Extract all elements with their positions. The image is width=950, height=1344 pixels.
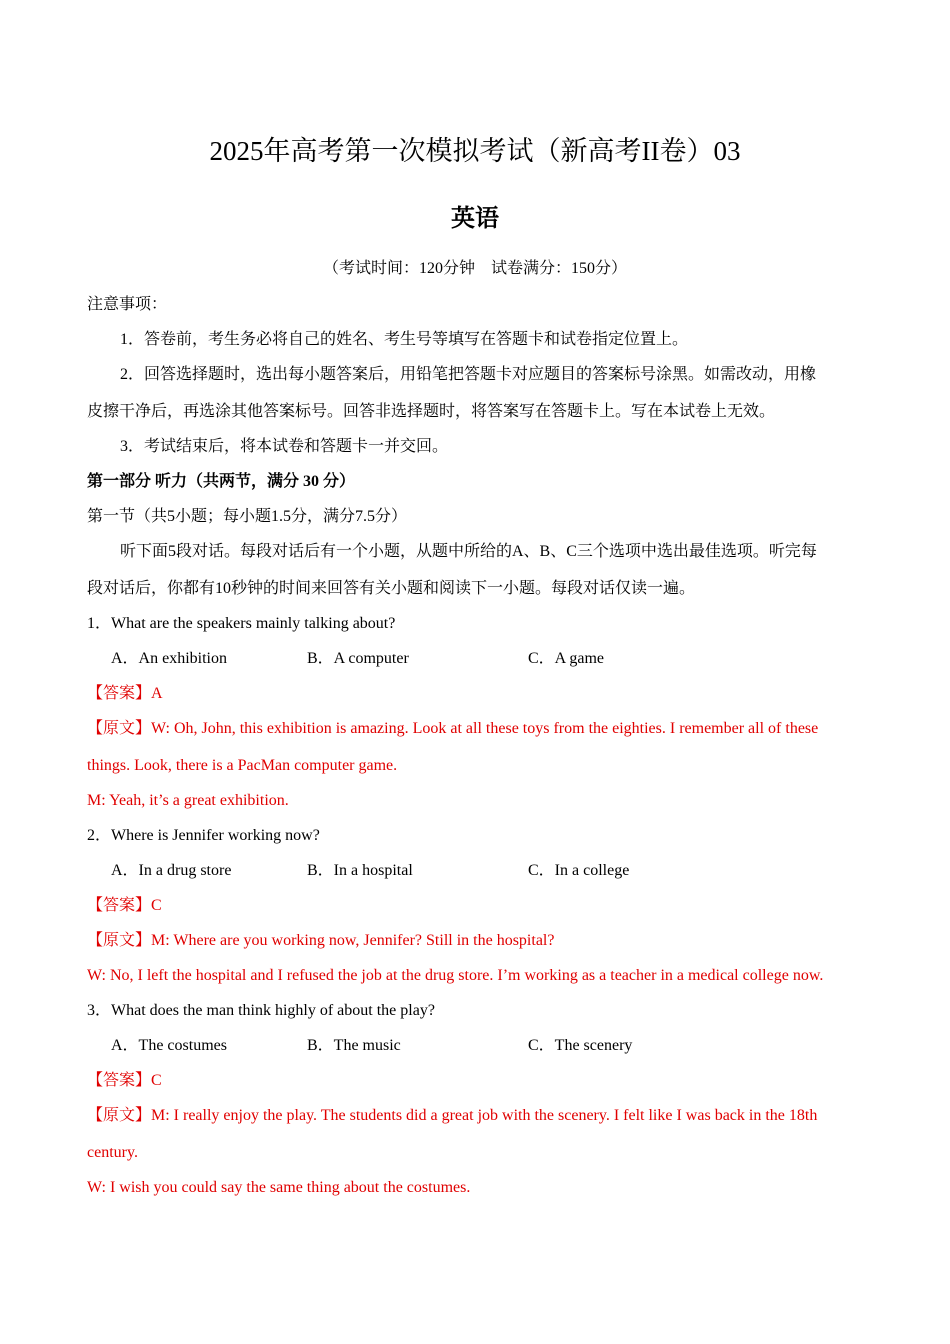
question-3-stem: 3．What does the man think highly of about the play? [87,1002,435,1019]
question-1-transcript-line-3: M: Yeah, it’s a great exhibition. [87,792,289,809]
section-instruction-line-1: 听下面5段对话。每段对话后有一个小题，从题中所给的A、B、C三个选项中选出最佳选项。听完每 [120,543,817,560]
question-2-stem: 2．Where is Jennifer working now? [87,827,320,844]
question-1-transcript-line-2: things. Look, there is a PacMan computer game. [87,757,398,774]
part-1-heading: 第一部分 听力（共两节，满分 30 分） [87,473,356,490]
section-1-heading: 第一节（共5小题；每小题1.5分，满分7.5分） [87,508,408,525]
question-1-answer: 【答案】A [87,685,163,702]
section-instruction-line-2: 段对话后，你都有10秒钟的时间来回答有关小题和阅读下一小题。每段对话仅读一遍。 [87,580,696,597]
exam-title: 2025年高考第一次模拟考试（新高考II卷）03 [209,136,741,166]
notice-item-3: 3．考试结束后，将本试卷和答题卡一并交回。 [120,438,449,455]
question-1-option-c: C．A game [528,650,604,667]
question-3-transcript-line-2: century. [87,1144,138,1161]
question-1-transcript-line-1: 【原文】W: Oh, John, this exhibition is amazing. Look at all these toys from the eighties. I remember all of these [87,720,819,737]
subject-title: 英语 [451,206,499,232]
question-2-answer: 【答案】C [87,897,162,914]
notice-item-2-line-2: 皮擦干净后，再选涂其他答案标号。回答非选择题时，将答案写在答题卡上。写在本试卷上无效。 [87,403,776,420]
question-2-option-c: C．In a college [528,862,630,879]
question-3-option-c: C．The scenery [528,1037,633,1054]
notice-item-1: 1．答卷前，考生务必将自己的姓名、考生号等填写在答题卡和试卷指定位置上。 [120,331,689,348]
question-2-option-b: B．In a hospital [307,862,413,879]
question-3-transcript-line-3: W: I wish you could say the same thing about the costumes. [87,1179,471,1196]
question-3-option-b: B．The music [307,1037,401,1054]
question-3-answer: 【答案】C [87,1072,162,1089]
exam-info: （考试时间：120分钟 试卷满分：150分） [322,260,627,277]
question-1-option-b: B．A computer [307,650,409,667]
question-2-transcript-line-1: 【原文】M: Where are you working now, Jennifer? Still in the hospital? [87,932,555,949]
question-1-stem: 1．What are the speakers mainly talking about? [87,615,396,632]
question-3-transcript-line-1: 【原文】M: I really enjoy the play. The students did a great job with the scenery. I felt like I was back in the 18th [87,1107,818,1124]
question-3-option-a: A．The costumes [111,1037,227,1054]
notice-heading: 注意事项： [87,296,168,313]
notice-item-2-line-1: 2．回答选择题时，选出每小题答案后，用铅笔把答题卡对应题目的答案标号涂黑。如需改动，用橡 [120,366,817,383]
question-2-transcript-line-2: W: No, I left the hospital and I refused the job at the drug store. I’m working as a teacher in a medical college now. [87,967,824,984]
question-2-option-a: A．In a drug store [111,862,232,879]
question-1-option-a: A．An exhibition [111,650,227,667]
